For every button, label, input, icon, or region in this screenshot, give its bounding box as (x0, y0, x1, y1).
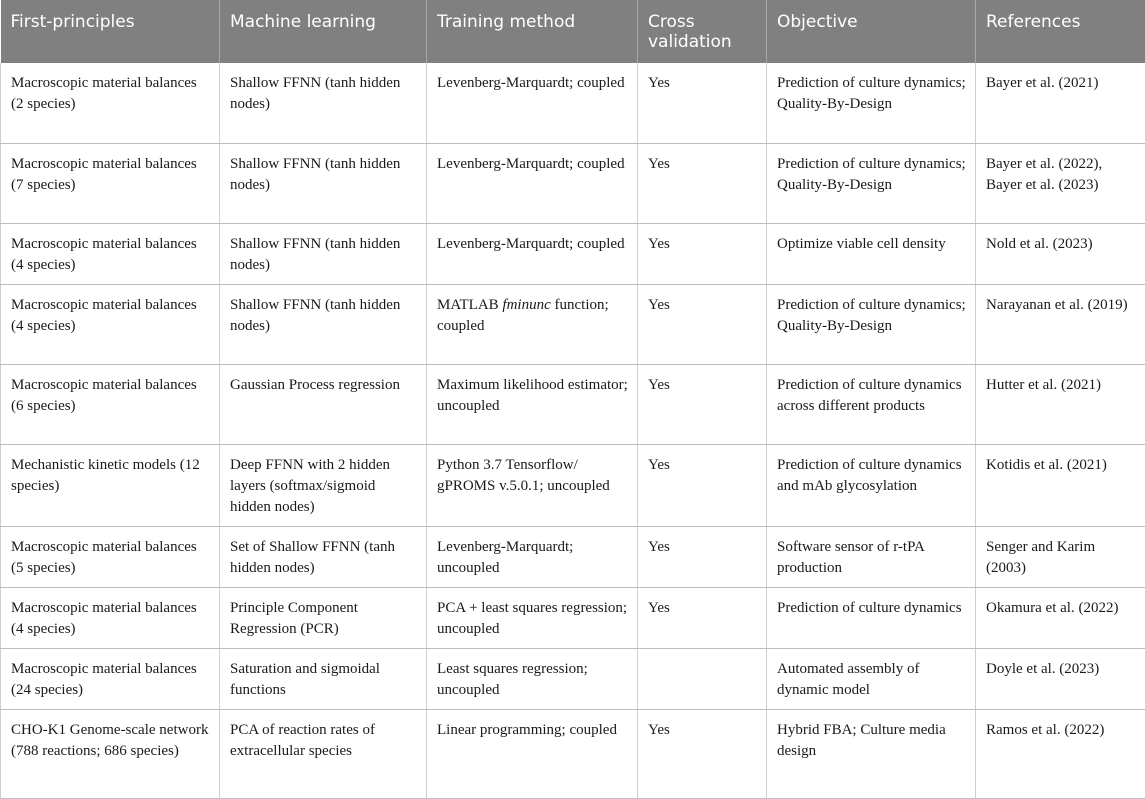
cell-machine-learning: Set of Shallow FFNN (tanh hidden nodes) (220, 526, 427, 587)
cell-cross-validation: Yes (638, 284, 767, 364)
cell-first-principles: Macroscopic material balances (4 species) (1, 587, 220, 648)
table-body (1, 63, 1145, 798)
table-row (1, 526, 1145, 587)
header-cross-validation: Cross validation (638, 0, 767, 63)
cell-references: Senger and Karim (2003) (976, 526, 1145, 587)
table-row (1, 444, 1145, 526)
cell-training-method: PCA + least squares regression; uncoupled (427, 587, 638, 648)
cell-objective: Prediction of culture dynamics; Quality-By-Design (767, 63, 976, 143)
cell-training-method (427, 284, 638, 364)
table-row (1, 648, 1145, 709)
cell-first-principles: Macroscopic material balances (2 species) (1, 63, 220, 143)
cell-machine-learning: Deep FFNN with 2 hidden layers (softmax/sigmoid hidden nodes) (220, 444, 427, 526)
cell-cross-validation: Yes (638, 364, 767, 444)
training-method-suffix: function; coupled (437, 297, 609, 334)
cell-objective: Optimize viable cell density (767, 223, 976, 284)
cell-machine-learning: Gaussian Process regression (220, 364, 427, 444)
cell-references: Bayer et al. (2021) (976, 63, 1145, 143)
cell-objective: Prediction of culture dynamics; Quality-By-Design (767, 284, 976, 364)
header-machine-learning: Machine learning (220, 0, 427, 63)
cell-objective: Prediction of culture dynamics and mAb glycosylation (767, 444, 976, 526)
cell-training-method: Levenberg-Marquardt; coupled (427, 143, 638, 223)
table-row (1, 284, 1145, 364)
cell-first-principles: Macroscopic material balances (4 species) (1, 223, 220, 284)
table-header (1, 0, 1145, 63)
table-row (1, 63, 1145, 143)
cell-training-method: Least squares regression; uncoupled (427, 648, 638, 709)
cell-training-method: Python 3.7 Tensorflow/ gPROMS v.5.0.1; uncoupled (427, 444, 638, 526)
cell-cross-validation: Yes (638, 63, 767, 143)
cell-training-method: Levenberg-Marquardt; coupled (427, 63, 638, 143)
header-references: References (976, 0, 1145, 63)
cell-first-principles: Macroscopic material balances (7 species) (1, 143, 220, 223)
cell-cross-validation: Yes (638, 223, 767, 284)
cell-machine-learning: PCA of reaction rates of extracellular species (220, 709, 427, 798)
header-first-principles: First-principles (1, 0, 220, 63)
header-objective: Objective (767, 0, 976, 63)
cell-objective: Software sensor of r-tPA production (767, 526, 976, 587)
cell-first-principles: Mechanistic kinetic models (12 species) (1, 444, 220, 526)
cell-references: Bayer et al. (2022), Bayer et al. (2023) (976, 143, 1145, 223)
cell-first-principles: Macroscopic material balances (24 species) (1, 648, 220, 709)
cell-objective: Prediction of culture dynamics across different products (767, 364, 976, 444)
cell-objective: Hybrid FBA; Culture media design (767, 709, 976, 798)
cell-references: Nold et al. (2023) (976, 223, 1145, 284)
cell-training-method: Levenberg-Marquardt; coupled (427, 223, 638, 284)
cell-references: Okamura et al. (2022) (976, 587, 1145, 648)
cell-first-principles: CHO-K1 Genome-scale network (788 reactions; 686 species) (1, 709, 220, 798)
cell-references: Doyle et al. (2023) (976, 648, 1145, 709)
cell-training-method: Levenberg-Marquardt; uncoupled (427, 526, 638, 587)
header-training-method: Training method (427, 0, 638, 63)
fminunc-function-name: fminunc (502, 297, 550, 313)
cell-training-method: Maximum likelihood estimator; uncoupled (427, 364, 638, 444)
cell-machine-learning: Principle Component Regression (PCR) (220, 587, 427, 648)
cell-references: Kotidis et al. (2021) (976, 444, 1145, 526)
cell-first-principles: Macroscopic material balances (5 species) (1, 526, 220, 587)
cell-cross-validation: Yes (638, 526, 767, 587)
cell-cross-validation (638, 648, 767, 709)
table-row (1, 223, 1145, 284)
cell-cross-validation: Yes (638, 709, 767, 798)
cell-references: Ramos et al. (2022) (976, 709, 1145, 798)
cell-cross-validation: Yes (638, 587, 767, 648)
cell-cross-validation: Yes (638, 444, 767, 526)
cell-objective: Prediction of culture dynamics (767, 587, 976, 648)
table-row (1, 143, 1145, 223)
cell-machine-learning: Saturation and sigmoidal functions (220, 648, 427, 709)
training-method-prefix: MATLAB (437, 297, 502, 313)
cell-first-principles: Macroscopic material balances (4 species) (1, 284, 220, 364)
cell-first-principles: Macroscopic material balances (6 species) (1, 364, 220, 444)
cell-machine-learning: Shallow FFNN (tanh hidden nodes) (220, 143, 427, 223)
cell-objective: Automated assembly of dynamic model (767, 648, 976, 709)
cell-training-method: Linear programming; coupled (427, 709, 638, 798)
cell-objective: Prediction of culture dynamics; Quality-By-Design (767, 143, 976, 223)
table-row (1, 587, 1145, 648)
cell-references: Narayanan et al. (2019) (976, 284, 1145, 364)
cell-machine-learning: Shallow FFNN (tanh hidden nodes) (220, 223, 427, 284)
table-row (1, 709, 1145, 798)
header-row (1, 0, 1145, 63)
cell-references: Hutter et al. (2021) (976, 364, 1145, 444)
table-row (1, 364, 1145, 444)
cell-machine-learning: Shallow FFNN (tanh hidden nodes) (220, 63, 427, 143)
cell-machine-learning: Shallow FFNN (tanh hidden nodes) (220, 284, 427, 364)
cell-cross-validation: Yes (638, 143, 767, 223)
